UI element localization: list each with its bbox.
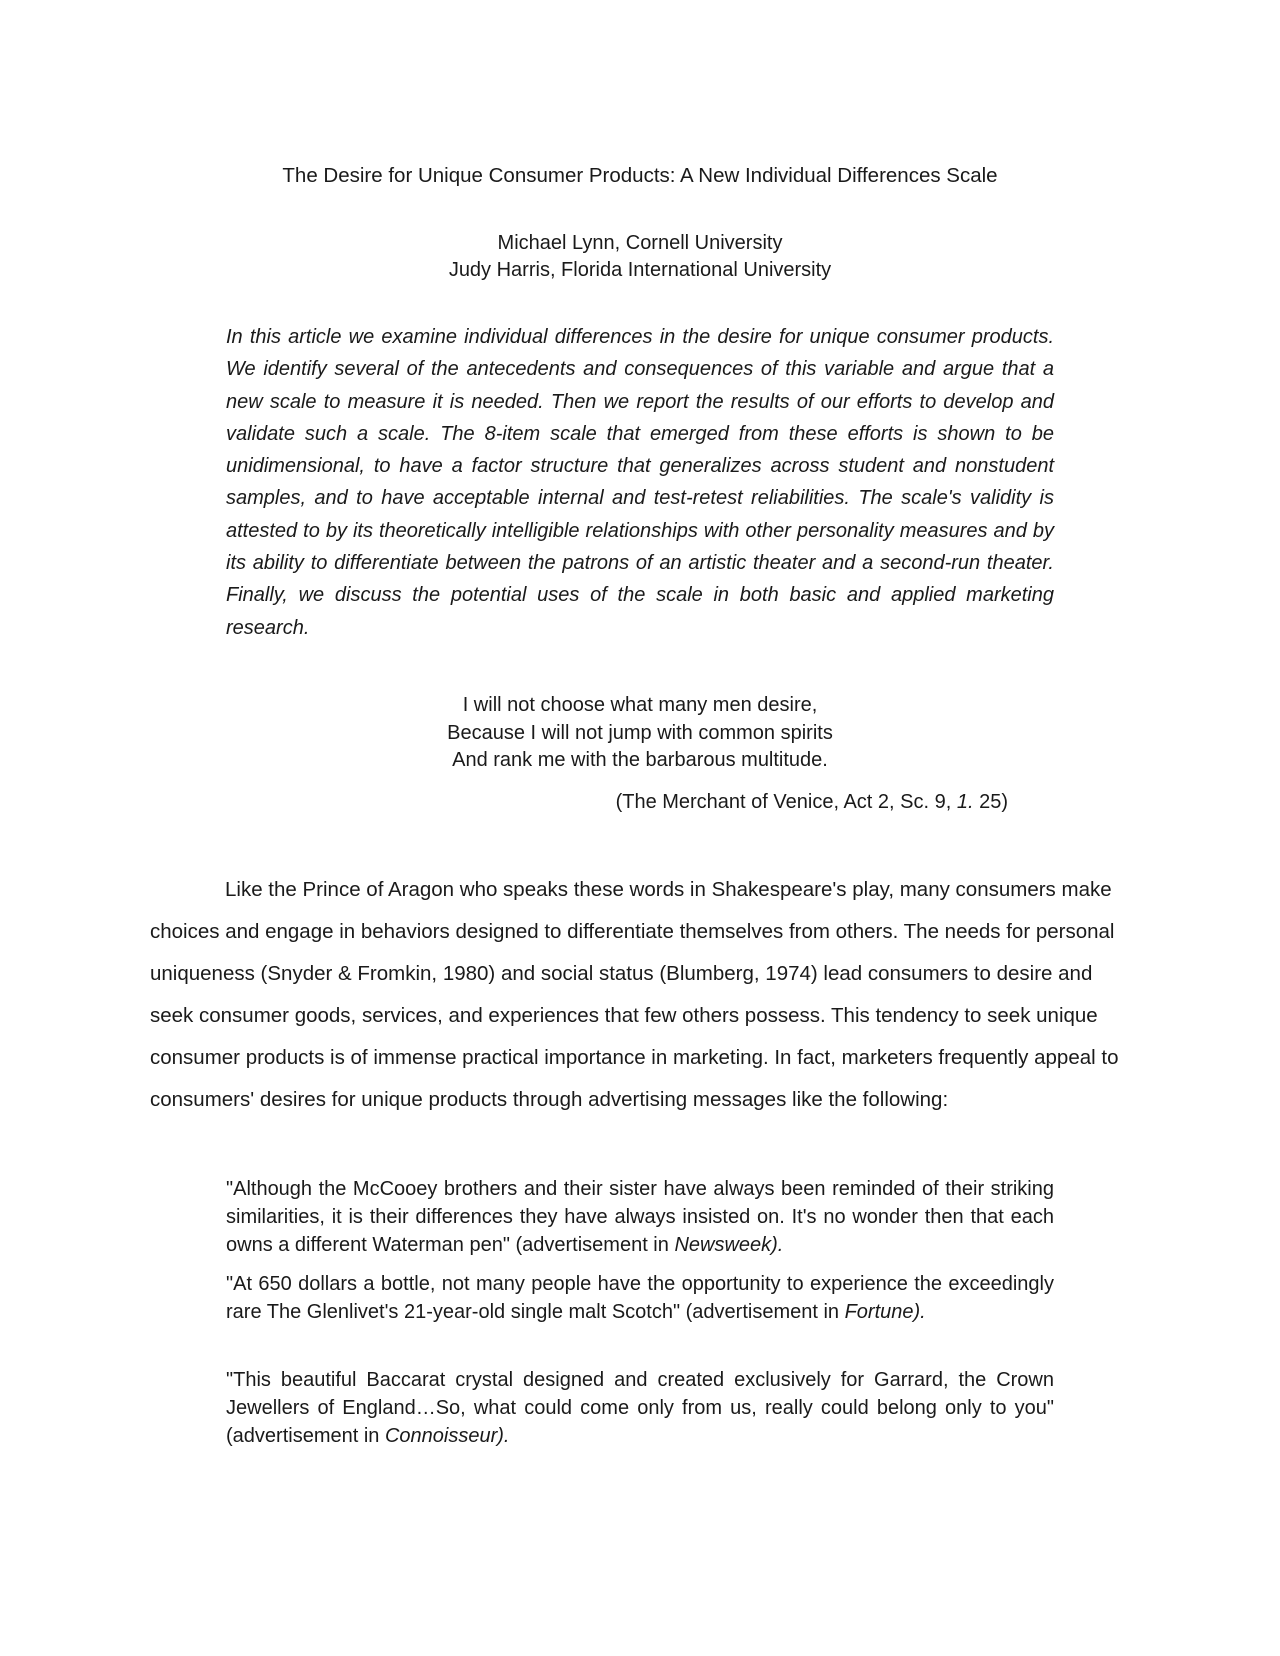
epigraph-citation: (The Merchant of Venice, Act 2, Sc. 9, 1. 25) — [615, 791, 1008, 813]
epigraph — [0, 692, 1280, 775]
ad-quote: "Although the McCooey brothers and their sister have always been reminded of their striking similarities, it is their differences they have always insisted on. It's no wonder then that each owns a different Waterman pen" (advertisement in Newsweek). — [226, 1178, 1054, 1256]
author-line: Judy Harris, Florida International University — [448, 259, 832, 281]
abstract: In this article we examine individual differences in the desire for unique consumer products. We identify several of the antecedents and consequences of this variable and argue that a new scale to measure it is needed. Then we report the results of our efforts to develop and validate such a scale. The 8-item scale that emerged from these efforts is shown to be unidimensional, to have a factor structure that generalizes across student and nonstudent samples, and to have acceptable internal and test-retest reliabilities. The scale's validity is attested to by its theoretically intelligible relationships with other personality measures and by its ability to differentiate between the patrons of an artistic theater and a second-run theater. Finally, we discuss the potential uses of the scale in both basic and applied marketing research. — [226, 326, 1054, 639]
epigraph-line: Because I will not jump with common spirits — [447, 721, 833, 744]
ad-quote: "This beautiful Baccarat crystal designed and created exclusively for Garrard, the Crown Jewellers of England…So, what could come only from us, really could belong only to you" (advertisement in Connoisseur). — [226, 1369, 1054, 1447]
body-paragraph: Like the Prince of Aragon who speaks these words in Shakespeare's play, many consumers make choices and engage in behaviors designed to differentiate themselves from others. The needs for personal uniqueness (Snyder & Fromkin, 1980) and social status (Blumberg, 1974) lead consumers to desire and seek consumer goods, services, and experiences that few others possess. This tendency to seek unique consumer products is of immense practical importance in marketing. In fact, marketers frequently appeal to consumers' desires for unique products through advertising messages like the following: — [150, 878, 1119, 1111]
author-line: Michael Lynn, Cornell University — [497, 232, 783, 254]
paper-title: The Desire for Unique Consumer Products: A New Individual Differences Scale — [282, 164, 998, 187]
epigraph-line: I will not choose what many men desire, — [462, 694, 818, 716]
ad-quote: "At 650 dollars a bottle, not many people have the opportunity to experience the exceedingly rare The Glenlivet's 21-year-old single malt Scotch" (advertisement in Fortune). — [226, 1273, 1054, 1323]
epigraph-line: And rank me with the barbarous multitude. — [452, 749, 828, 771]
